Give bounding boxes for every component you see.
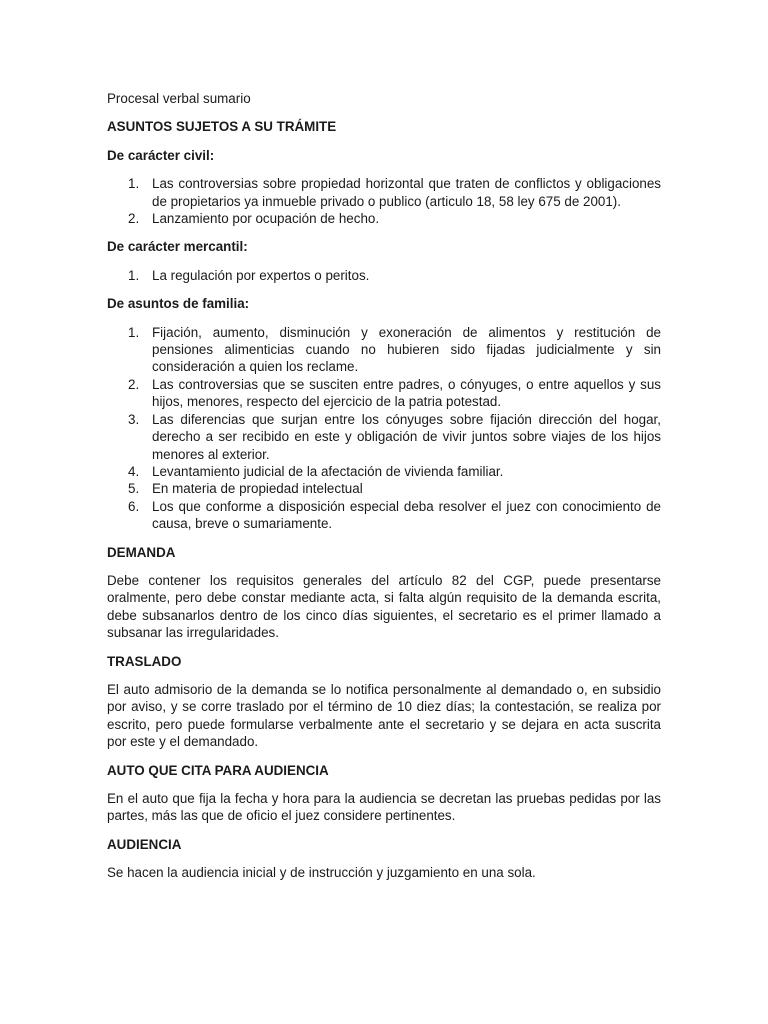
list-item: [107, 267, 661, 284]
paragraph-auto: En el auto que fija la fecha y hora para la audiencia se decretan las pruebas pedidas por las partes, más las que de oficio el juez considere pertinentes.: [107, 791, 661, 824]
list-item-number: 2.: [128, 211, 140, 227]
heading-civil: De carácter civil:: [107, 147, 215, 163]
list-item-text: Levantamiento judicial de la afectación de vivienda familiar.: [152, 463, 504, 479]
heading-auto: AUTO QUE CITA PARA AUDIENCIA: [107, 762, 329, 778]
list-item: [107, 498, 661, 533]
list-civil: [107, 175, 661, 227]
list-item-number: 5.: [128, 481, 140, 497]
list-item-text: Lanzamiento por ocupación de hecho.: [152, 211, 380, 227]
list-item-text: En materia de propiedad intelectual: [152, 481, 363, 497]
list-item-number: 2.: [128, 376, 140, 392]
list-item-number: 3.: [128, 411, 140, 427]
list-item-number: 1.: [128, 176, 140, 192]
list-item: [107, 411, 661, 463]
heading-familia: De asuntos de familia:: [107, 296, 250, 312]
document-intro: Procesal verbal sumario: [107, 91, 251, 106]
list-item-text: Las diferencias que surjan entre los cónyuges sobre fijación dirección del hogar, derecho a ser recibido en este y obligación de vivir juntos sobre viajes de los hijos menores al exterior.: [152, 411, 661, 462]
document-page: [107, 90, 661, 893]
heading-mercantil: De carácter mercantil:: [107, 239, 248, 255]
list-item-number: 6.: [128, 498, 140, 514]
list-item-text: Fijación, aumento, disminución y exoneración de alimentos y restitución de pensiones alimenticias cuando no hubieren sido fijadas judicialmente y sin consideración a quien los reclame.: [152, 324, 661, 375]
list-item-number: 1.: [128, 324, 140, 340]
list-item-text: La regulación por expertos o peritos.: [152, 267, 370, 283]
paragraph-demanda: Debe contener los requisitos generales del artículo 82 del CGP, puede presentarse oralmente, pero debe constar mediante acta, si falta algún requisito de la demanda escrita, debe subsanarlos dentro de los cinco días siguientes, el secretario es el primer llamado a subsanar las irregularidades.: [107, 572, 661, 641]
list-item-number: 1.: [128, 267, 140, 283]
heading-demanda: DEMANDA: [107, 544, 176, 560]
list-item: [107, 480, 661, 497]
list-item: [107, 210, 661, 227]
heading-main: ASUNTOS SUJETOS A SU TRÁMITE: [107, 119, 337, 135]
list-item: [107, 376, 661, 411]
heading-traslado: TRASLADO: [107, 653, 182, 669]
paragraph-traslado: El auto admisorio de la demanda se lo notifica personalmente al demandado o, en subsidio por aviso, y se corre traslado por el término de 10 diez días; la contestación, se realiza por escrito, pero puede formularse verbalmente ante el secretario y se dejara en acta suscrita por este y el demandado.: [107, 681, 661, 750]
heading-audiencia: AUDIENCIA: [107, 836, 182, 852]
list-item-text: Los que conforme a disposición especial deba resolver el juez con conocimiento de causa, breve o sumariamente.: [152, 498, 661, 532]
paragraph-audiencia: Se hacen la audiencia inicial y de instrucción y juzgamiento en una sola.: [107, 865, 536, 881]
list-item: [107, 175, 661, 210]
list-item: [107, 324, 661, 376]
list-mercantil: [107, 267, 661, 284]
list-item-number: 4.: [128, 463, 140, 479]
list-item-text: Las controversias sobre propiedad horizontal que traten de conflictos y obligaciones de propietarios ya inmueble privado o publico (articulo 18, 58 ley 675 de 2001).: [152, 176, 661, 209]
list-item: [107, 463, 661, 480]
list-familia: [107, 324, 661, 533]
list-item-text: Las controversias que se susciten entre padres, o cónyuges, o entre aquellos y sus hijos, menores, respecto del ejercicio de la patria potestad.: [152, 376, 661, 410]
